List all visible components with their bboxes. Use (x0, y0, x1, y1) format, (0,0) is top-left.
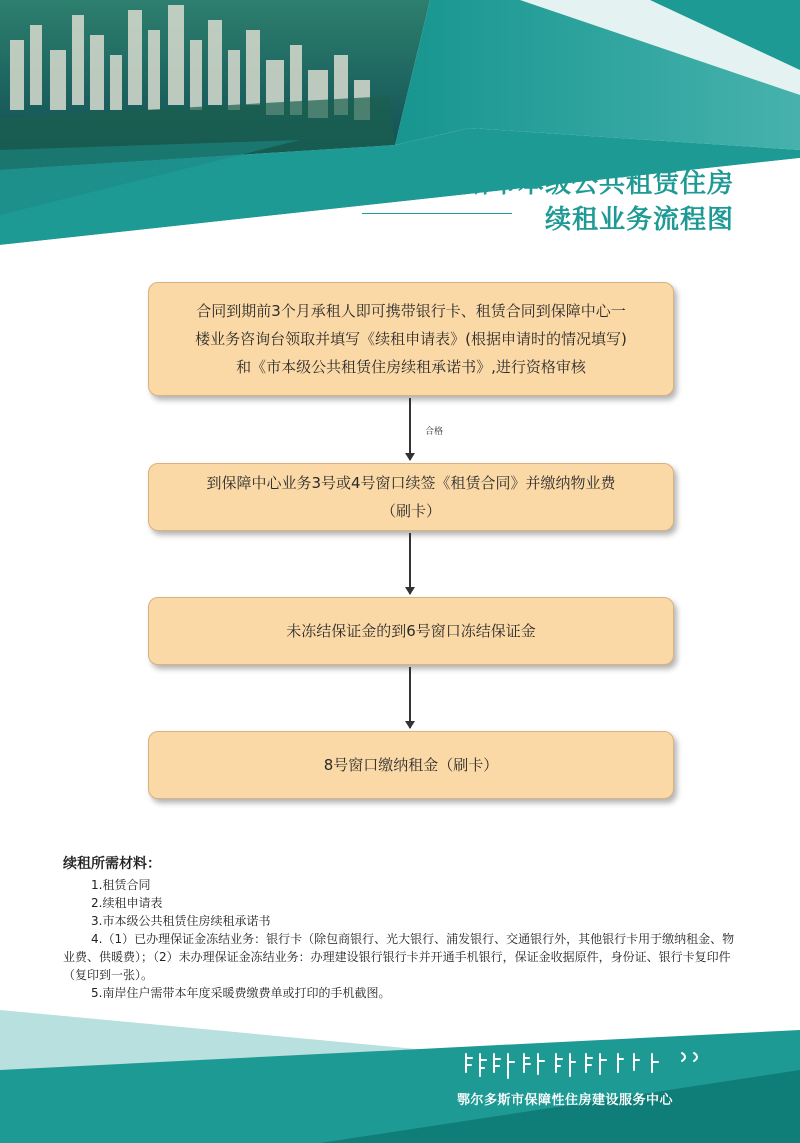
materials-section (63, 855, 743, 1002)
materials-item-2: 2.续租申请表 (91, 896, 163, 910)
step-1-line-1: 合同到期前3个月承租人即可携带银行卡、租赁合同到保障中心一 (196, 302, 626, 320)
step-2-line-1: 到保障中心业务3号或4号窗口续签《租赁合同》并缴纳物业费 (206, 474, 616, 492)
flow-step-3-freeze-deposit (148, 597, 674, 665)
title-block (383, 166, 734, 238)
materials-item-4: 4.（1）已办理保证金冻结业务：银行卡（除包商银行、光大银行、浦发银行、交通银行外，其他银行卡用于缴纳租金、物业费、供暖费）；（2）未办理保证金冻结业务：办理建设银行银行卡并开通手机银行，保证金收据原件，身份证、银行卡复印件（复印到一张）。 (63, 932, 735, 982)
materials-item-1: 1.租赁合同 (91, 878, 151, 892)
title-rule (362, 213, 512, 214)
mongolian-script (462, 1050, 712, 1080)
flow-arrow-3 (409, 667, 411, 728)
flow-arrow-1 (409, 398, 411, 460)
materials-title: 续租所需材料： (63, 856, 161, 872)
arrow-label-qualified: 合格 (425, 427, 444, 437)
materials-item-5: 5.南岸住户需带本年度采暖费缴费单或打印的手机截图。 (91, 986, 391, 1000)
step-4-line-1: 8号窗口缴纳租金（刷卡） (323, 756, 499, 774)
flow-step-2-renew-contract (148, 463, 674, 531)
step-3-line-1: 未冻结保证金的到6号窗口冻结保证金 (286, 622, 536, 640)
page-title: 鄂尔多斯市本级公共租赁住房 (382, 169, 734, 199)
flow-arrow-2 (409, 533, 411, 594)
flow-step-1-application (148, 282, 674, 396)
step-1-line-2: 楼业务咨询台领取并填写《续租申请表》(根据申请时的情况填写) (195, 330, 627, 348)
page-subtitle: 续租业务流程图 (544, 205, 734, 235)
flow-step-4-pay-rent (148, 731, 674, 799)
step-2-line-2: （刷卡） (380, 502, 441, 520)
step-1-line-3: 和《市本级公共租赁住房续租承诺书》,进行资格审核 (236, 358, 586, 376)
materials-item-3: 3.市本级公共租赁住房续租承诺书 (91, 914, 271, 928)
footer-organization: 鄂尔多斯市保障性住房建设服务中心 (457, 1093, 674, 1108)
